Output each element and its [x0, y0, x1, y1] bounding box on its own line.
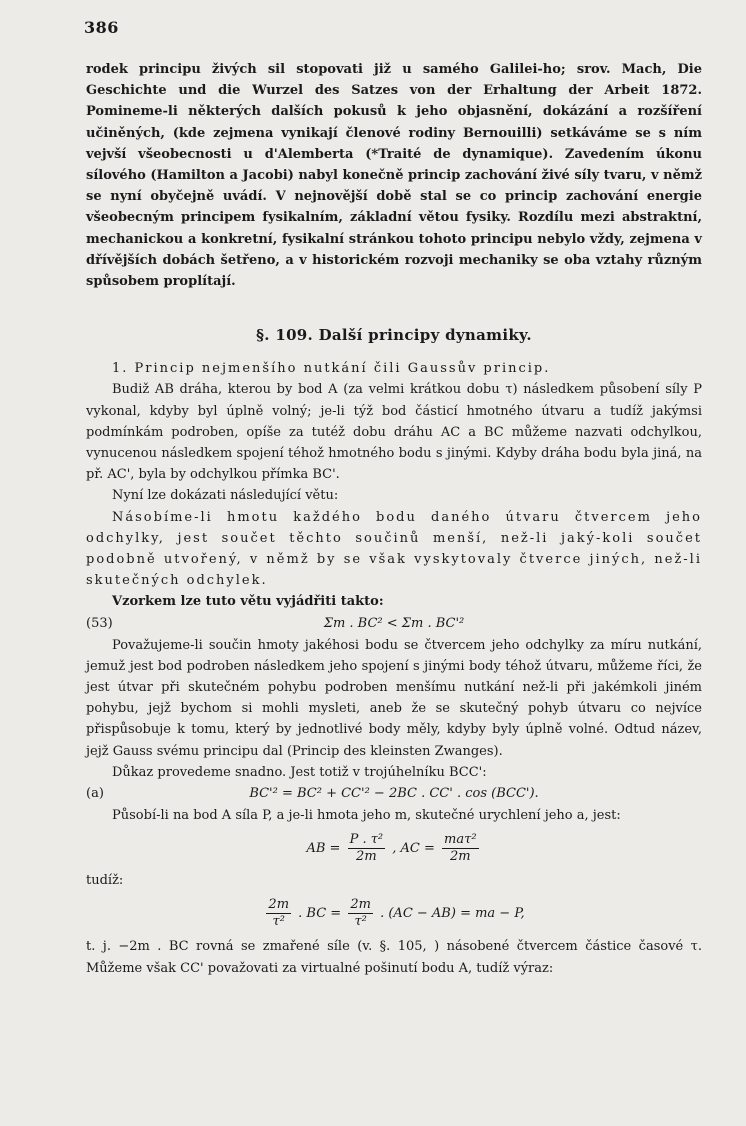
page-number: 386	[84, 18, 119, 37]
section-title: §. 109. Další principy dynamiky.	[256, 326, 532, 345]
tudiz-label: tudíž:	[86, 873, 124, 889]
paragraph-force: Působí-li na bod A síla P, a je-li hmota jeho m, skutečné urychlení jeho a, jest:	[112, 808, 621, 824]
equation-body: Σm . BC² < Σm . BC'²	[323, 615, 465, 631]
equation-body: BC'² = BC² + CC'² − 2BC . CC' . cos (BCC').	[249, 786, 539, 802]
paragraph-intro: Nyní lze dokázati následující větu:	[112, 488, 339, 504]
fraction: $\frac{\text{maτ²}}{2m}$	[444, 832, 477, 865]
equation-53	[86, 613, 702, 635]
paragraph-conclusion: t. j. −2m . BC rovná se zmařené síle (v. §. 105, ) násobené čtvercem částice časové τ. Můžeme však CC' považovati za virtualné pošinutí bodu A, tudíž výraz:	[86, 939, 702, 976]
paragraph-history: rodek principu živých sil stopovati již u samého Galilei-ho; srov. Mach, Die Geschichte und die Wurzel des Satzes von der Erhaltung der Arbeit 1872. Pomineme-li některých dalších pokusů k jeho objasnění, dokázání a rozšíření učiněných, (kde zejmena vynikají členové rodiny Bernouilli) setkáváme se s ním vejvší všeobecnosti u d'Alemberta (*Traité de dynamique). Zavedením úkonu sílového (Hamilton a Jacobi) nabyl konečně princip zachování živé síly tvaru, v němž se nyní obyčejně uvádí. V nejnovější době stal se co princip zachování energie všeobecným principem fysikalním, základní větou fysiky. Rozdílu mezi abstraktní, mechanickou a konkretní, fysikalní stránkou tohoto principu nebylo vždy, zejmena v dřívějších dobách šetřeno, a v historickém rozvoji mechaniky se oba vztahy různým spůsobem proplítají.	[86, 62, 702, 290]
paragraph-definition: Budiž AB dráha, kterou by bod A (za velmi krátkou dobu τ) následkem působení síly P vykonal, kdyby byl úplně volný; je-li týž bod částicí hmotného útvaru a tudíž jakýmsi podmínkám podroben, opíše za tutéž dobu dráhu AC a BC můžeme nazvati odchylkou, vynucenou následkem spojení téhož hmotného bodu s jinými. Kdyby dráha bodu byla jiná, na př. AC', byla by odchylkou přímka BC'.	[86, 382, 702, 483]
fraction: $\frac{2m}{\text{τ²}}$	[350, 897, 371, 930]
paragraph-formula-intro: Vzorkem lze tuto větu vyjádřiti takto:	[112, 594, 384, 610]
equation-ab-ac: AB = $\frac{\text{P . τ²}}{2m}$ , AC = $\frac{\text{maτ²}}{2m}$	[306, 832, 477, 865]
fraction: $\frac{2m}{\text{τ²}}$	[268, 897, 290, 930]
subsection-title: 1. Princip nejmenšího nutkání čili Gaussův princip.	[112, 361, 551, 377]
paragraph-proof: Důkaz provedeme snadno. Jest totiž v trojúhelníku BCC':	[112, 764, 487, 780]
equation-label: (53)	[86, 615, 113, 631]
equation-a	[86, 783, 702, 805]
equation-bc: $\frac{2m}{\text{τ²}}$ . BC = $\frac{2m}{\text{τ²}}$ . (AC − AB) = ma − P,	[268, 897, 525, 930]
theorem-statement: Násobíme-li hmotu každého bodu daného útvaru čtvercem jeho odchylky, jest součet těchto součinů menší, než-li jaký-koli součet podobně utvořený, v němž by se však vyskytovaly čtverce jiných, než-li skutečných odchylek.	[86, 509, 702, 589]
equation-label: (a)	[86, 786, 104, 802]
paragraph-explanation: Považujeme-li součin hmoty jakéhosi bodu se čtvercem jeho odchylky za míru nutkání, jemuž jest bod podroben následkem jeho spojení s jinými body téhož útvaru, můžeme říci, že jest útvar při skutečném pohybu podroben menšímu nutkání než-li při jakémkoli jiném pohybu, jejž bychom si mohli mysleti, aneb že se skutečný pohyb útvaru co nejvíce přispůsobuje k tomu, který by jednotlivé body měly, kdyby byly úplně volné. Odtud název, jejž Gauss svému principu dal (Princip des kleinsten Zwanges).	[86, 637, 702, 759]
fraction: $\frac{\text{P . τ²}}{2m}$	[349, 832, 384, 865]
